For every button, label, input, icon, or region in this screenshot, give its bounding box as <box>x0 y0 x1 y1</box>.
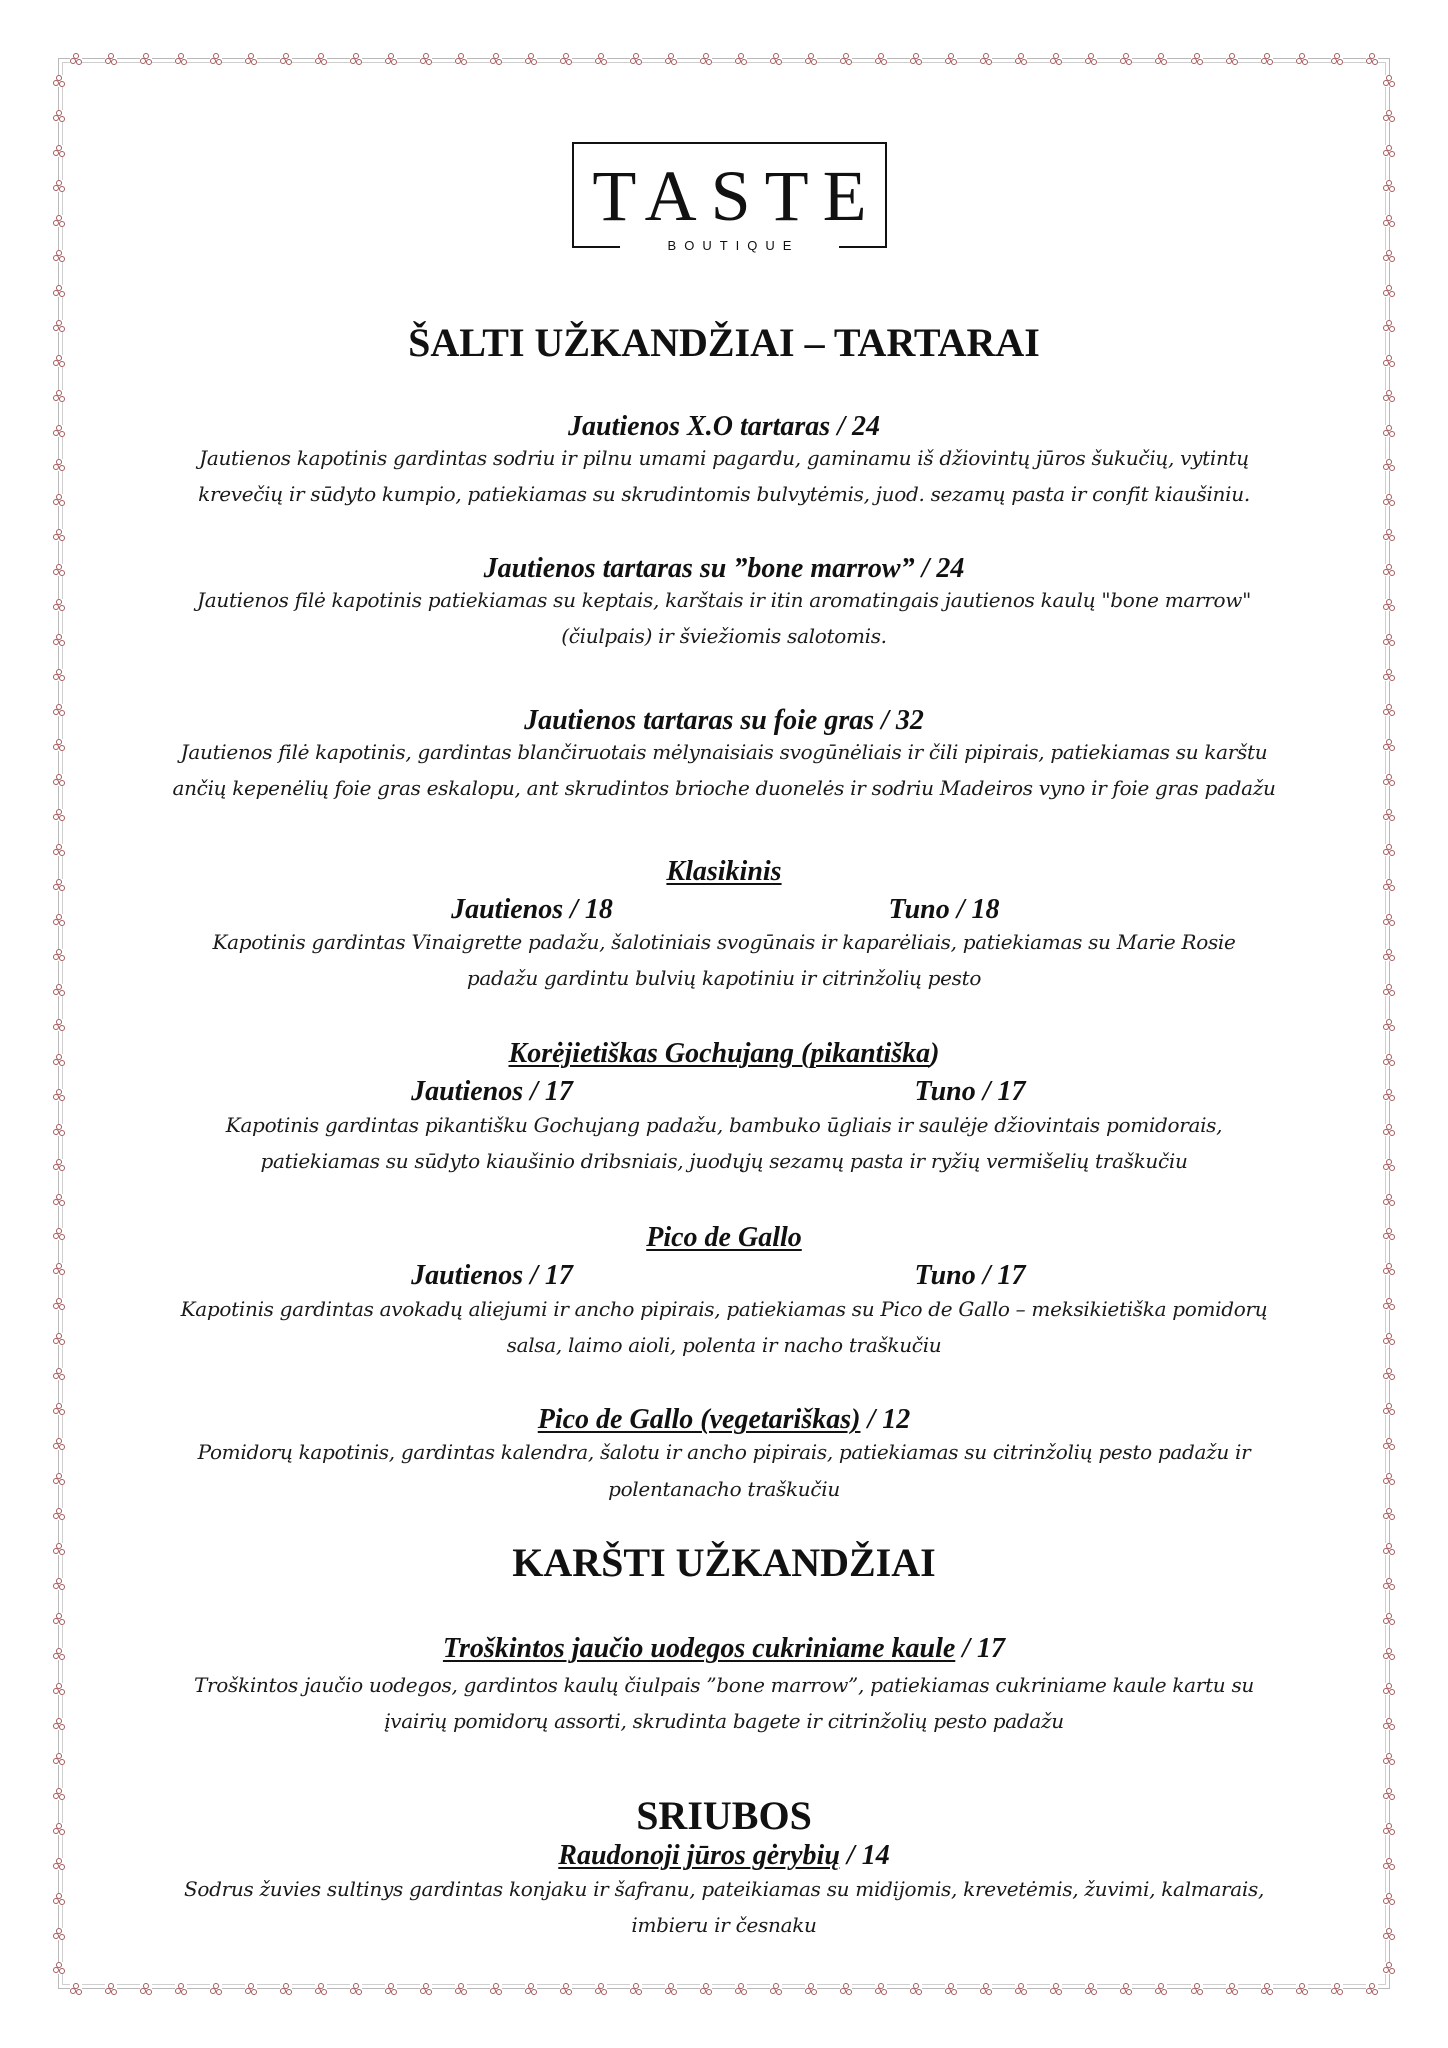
clover-ornament-icon <box>105 1983 117 1995</box>
clover-ornament-icon <box>1383 774 1395 786</box>
clover-ornament-icon <box>105 53 117 65</box>
clover-ornament-icon <box>1383 1368 1395 1380</box>
clover-ornament-icon <box>1383 250 1395 262</box>
clover-ornament-icon <box>1191 53 1203 65</box>
menu-item-description: Jautienos filė kapotinis, gardintas blančiruotais mėlynaisiais svogūnėliais ir čili pipirais, patiekiamas su karštu <box>180 740 1268 764</box>
clover-ornament-icon <box>53 1194 65 1206</box>
clover-ornament-icon <box>420 53 432 65</box>
clover-ornament-icon <box>385 1983 397 1995</box>
variant-beef-price: Jautienos / 18 <box>451 894 613 925</box>
clover-ornament-icon <box>53 984 65 996</box>
variant-tuna-price: Tuno / 17 <box>914 1260 1026 1291</box>
section-title-soups: SRIUBOS <box>636 1793 812 1838</box>
variant-tuna-price: Tuno / 18 <box>888 894 1000 925</box>
clover-ornament-icon <box>1120 53 1132 65</box>
clover-ornament-icon <box>53 914 65 926</box>
clover-ornament-icon <box>53 1019 65 1031</box>
clover-ornament-icon <box>1383 1753 1395 1765</box>
menu-item-title-underlined: Raudonoji jūros gėrybių <box>558 1840 840 1871</box>
clover-ornament-icon <box>1383 949 1395 961</box>
clover-ornament-icon <box>1383 145 1395 157</box>
clover-ornament-icon <box>700 53 712 65</box>
clover-ornament-icon <box>1383 1578 1395 1590</box>
clover-ornament-icon <box>1155 1983 1167 1995</box>
clover-ornament-icon <box>245 53 257 65</box>
clover-ornament-icon <box>1261 53 1273 65</box>
clover-ornament-icon <box>53 145 65 157</box>
clover-ornament-icon <box>1383 390 1395 402</box>
menu-item-description: polentanacho traškučiu <box>608 1477 840 1501</box>
menu-item-description: ančių kepenėlių foie gras eskalopu, ant skrudintos brioche duonelės ir sodriu Madeiros vyno ir foie gras padažu <box>172 776 1276 800</box>
clover-ornament-icon <box>1383 1054 1395 1066</box>
clover-ornament-icon <box>53 1333 65 1345</box>
clover-ornament-icon <box>770 1983 782 1995</box>
clover-ornament-icon <box>910 1983 922 1995</box>
clover-ornament-icon <box>1383 599 1395 611</box>
clover-ornament-icon <box>1015 53 1027 65</box>
menu-item-description: salsa, laimo aioli, polenta ir nacho traškučiu <box>506 1333 942 1357</box>
clover-ornament-icon <box>1383 809 1395 821</box>
clover-ornament-icon <box>53 949 65 961</box>
clover-ornament-icon <box>53 669 65 681</box>
menu-item-description: Sodrus žuvies sultinys gardintas konjaku ir šafranu, pateikiamas su midijomis, krevetėmis, žuvimi, kalmarais, <box>183 1877 1265 1901</box>
clover-ornament-icon <box>210 53 222 65</box>
clover-ornament-icon <box>1383 914 1395 926</box>
menu-item-title-suffix: / 17 <box>955 1633 1006 1664</box>
clover-ornament-icon <box>1383 984 1395 996</box>
clover-ornament-icon <box>1383 669 1395 681</box>
clover-ornament-icon <box>490 1983 502 1995</box>
clover-ornament-icon <box>53 459 65 471</box>
menu-item-description: Troškintos jaučio uodegos, gardintos kaulų čiulpais ”bone marrow”, patiekiamas cukriniame kaule kartu su <box>194 1673 1254 1697</box>
clover-ornament-icon <box>1383 1124 1395 1136</box>
menu-item-description: patiekiamas su sūdyto kiaušinio dribsniais, juodųjų sezamų pasta ir ryžių vermišelių traškučiu <box>260 1149 1188 1173</box>
clover-ornament-icon <box>1383 564 1395 576</box>
menu-item-title <box>70 1633 1378 1665</box>
menu-item-description: Kapotinis gardintas avokadų aliejumi ir ancho pipirais, patiekiamas su Pico de Gallo – meksikietiška pomidorų <box>180 1297 1268 1321</box>
menu-item-title <box>70 1038 1378 1070</box>
clover-ornament-icon <box>980 53 992 65</box>
clover-ornament-icon <box>53 1962 65 1974</box>
clover-ornament-icon <box>1383 1473 1395 1485</box>
menu-item-title <box>70 1404 1378 1436</box>
border-ornaments-left <box>53 75 65 1975</box>
clover-ornament-icon <box>1383 215 1395 227</box>
clover-ornament-icon <box>53 110 65 122</box>
clover-ornament-icon <box>53 494 65 506</box>
clover-ornament-icon <box>1383 1194 1395 1206</box>
clover-ornament-icon <box>1226 53 1238 65</box>
clover-ornament-icon <box>280 1983 292 1995</box>
clover-ornament-icon <box>53 739 65 751</box>
clover-ornament-icon <box>53 285 65 297</box>
clover-ornament-icon <box>53 529 65 541</box>
menu-item-description: krevečių ir sūdyto kumpio, patiekiamas su skrudintomis bulvytėmis, juod. sezamų pasta ir confit kiaušiniu. <box>198 482 1250 506</box>
clover-ornament-icon <box>350 53 362 65</box>
clover-ornament-icon <box>1383 1893 1395 1905</box>
clover-ornament-icon <box>315 53 327 65</box>
clover-ornament-icon <box>53 1578 65 1590</box>
section-title-hot-starters: KARŠTI UŽKANDŽIAI <box>512 1540 936 1585</box>
clover-ornament-icon <box>70 1983 82 1995</box>
menu-item-title: Jautienos X.O tartaras / 24 <box>568 411 880 442</box>
clover-ornament-icon <box>525 53 537 65</box>
clover-ornament-icon <box>53 1089 65 1101</box>
clover-ornament-icon <box>735 53 747 65</box>
clover-ornament-icon <box>455 1983 467 1995</box>
clover-ornament-icon <box>385 53 397 65</box>
clover-ornament-icon <box>1015 1983 1027 1995</box>
clover-ornament-icon <box>560 1983 572 1995</box>
clover-ornament-icon <box>140 1983 152 1995</box>
clover-ornament-icon <box>1383 1263 1395 1275</box>
clover-ornament-icon <box>665 1983 677 1995</box>
clover-ornament-icon <box>910 53 922 65</box>
menu-item-title-suffix: ) <box>930 1038 940 1069</box>
section-title-cold-starters: ŠALTI UŽKANDŽIAI – TARTARAI <box>408 320 1040 365</box>
clover-ornament-icon <box>1383 1403 1395 1415</box>
clover-ornament-icon <box>560 53 572 65</box>
menu-item-title-underlined: Klasikinis <box>666 856 782 887</box>
clover-ornament-icon <box>1383 355 1395 367</box>
border-ornaments-right <box>1383 75 1395 1975</box>
clover-ornament-icon <box>53 1893 65 1905</box>
clover-ornament-icon <box>53 180 65 192</box>
clover-ornament-icon <box>140 53 152 65</box>
clover-ornament-icon <box>53 1368 65 1380</box>
clover-ornament-icon <box>53 1543 65 1555</box>
clover-ornament-icon <box>665 53 677 65</box>
clover-ornament-icon <box>1383 75 1395 87</box>
clover-ornament-icon <box>1331 1983 1343 1995</box>
clover-ornament-icon <box>1383 1543 1395 1555</box>
clover-ornament-icon <box>53 1858 65 1870</box>
menu-item-title <box>70 1222 1378 1254</box>
clover-ornament-icon <box>1296 1983 1308 1995</box>
clover-ornament-icon <box>1383 180 1395 192</box>
clover-ornament-icon <box>630 53 642 65</box>
clover-ornament-icon <box>1383 1508 1395 1520</box>
clover-ornament-icon <box>1226 1983 1238 1995</box>
clover-ornament-icon <box>53 1613 65 1625</box>
clover-ornament-icon <box>1120 1983 1132 1995</box>
menu-item-description: Kapotinis gardintas pikantišku Gochujang padažu, bambuko ūgliais ir saulėje džiovintais pomidorais, <box>225 1113 1223 1137</box>
clover-ornament-icon <box>350 1983 362 1995</box>
clover-ornament-icon <box>1383 1019 1395 1031</box>
clover-ornament-icon <box>53 599 65 611</box>
clover-ornament-icon <box>53 1473 65 1485</box>
clover-ornament-icon <box>53 1823 65 1835</box>
clover-ornament-icon <box>1383 704 1395 716</box>
clover-ornament-icon <box>595 1983 607 1995</box>
clover-ornament-icon <box>1383 1962 1395 1974</box>
clover-ornament-icon <box>53 1683 65 1695</box>
clover-ornament-icon <box>875 1983 887 1995</box>
clover-ornament-icon <box>1383 634 1395 646</box>
clover-ornament-icon <box>840 1983 852 1995</box>
menu-item-description: padažu gardintu bulvių kapotiniu ir citrinžolių pesto <box>466 966 982 990</box>
menu-item-title <box>70 856 1378 888</box>
clover-ornament-icon <box>490 53 502 65</box>
clover-ornament-icon <box>175 1983 187 1995</box>
clover-ornament-icon <box>700 1983 712 1995</box>
menu-item-description: (čiulpais) ir šviežiomis salotomis. <box>561 624 887 648</box>
clover-ornament-icon <box>1383 1228 1395 1240</box>
clover-ornament-icon <box>53 774 65 786</box>
clover-ornament-icon <box>53 1753 65 1765</box>
clover-ornament-icon <box>770 53 782 65</box>
variant-beef-price: Jautienos / 17 <box>411 1260 573 1291</box>
clover-ornament-icon <box>1383 1298 1395 1310</box>
clover-ornament-icon <box>53 1124 65 1136</box>
clover-ornament-icon <box>945 1983 957 1995</box>
clover-ornament-icon <box>53 809 65 821</box>
border-ornaments-bottom <box>70 1983 1378 1995</box>
clover-ornament-icon <box>53 1403 65 1415</box>
clover-ornament-icon <box>1383 739 1395 751</box>
clover-ornament-icon <box>1383 285 1395 297</box>
logo-title: TASTE <box>592 156 881 236</box>
menu-item-title: Jautienos tartaras su foie gras / 32 <box>524 705 924 736</box>
clover-ornament-icon <box>735 1983 747 1995</box>
clover-ornament-icon <box>53 564 65 576</box>
clover-ornament-icon <box>1383 879 1395 891</box>
clover-ornament-icon <box>280 53 292 65</box>
menu-item-description: Kapotinis gardintas Vinaigrette padažu, šalotiniais svogūnais ir kaparėliais, patiekiamas su Marie Rosie <box>212 930 1236 954</box>
menu-item-description: įvairių pomidorų assorti, skrudinta bagete ir citrinžolių pesto padažu <box>384 1709 1064 1733</box>
clover-ornament-icon <box>1296 53 1308 65</box>
clover-ornament-icon <box>805 53 817 65</box>
variant-tuna-price: Tuno / 17 <box>914 1076 1026 1107</box>
clover-ornament-icon <box>455 53 467 65</box>
clover-ornament-icon <box>1085 53 1097 65</box>
menu-item-title-underlined: Pico de Gallo <box>646 1222 802 1253</box>
clover-ornament-icon <box>53 1054 65 1066</box>
clover-ornament-icon <box>1366 1983 1378 1995</box>
clover-ornament-icon <box>53 1298 65 1310</box>
clover-ornament-icon <box>840 53 852 65</box>
clover-ornament-icon <box>53 704 65 716</box>
clover-ornament-icon <box>1366 53 1378 65</box>
clover-ornament-icon <box>945 53 957 65</box>
menu-item-title-underlined: Korėjietiškas Gochujang (pikantiška <box>508 1038 931 1069</box>
clover-ornament-icon <box>53 355 65 367</box>
clover-ornament-icon <box>1085 1983 1097 1995</box>
clover-ornament-icon <box>1050 1983 1062 1995</box>
clover-ornament-icon <box>53 1788 65 1800</box>
menu-item-description: Pomidorų kapotinis, gardintas kalendra, šalotu ir ancho pipirais, patiekiamas su citrinžolių pesto padažu ir <box>197 1440 1251 1464</box>
menu-item-title-underlined: Pico de Gallo (vegetariškas) <box>537 1404 861 1435</box>
taste-boutique-logo <box>572 142 887 253</box>
clover-ornament-icon <box>53 1718 65 1730</box>
clover-ornament-icon <box>1383 1333 1395 1345</box>
menu-item-title-suffix: / 14 <box>839 1840 890 1871</box>
menu-item-title: Jautienos tartaras su ”bone marrow” / 24 <box>483 553 965 584</box>
clover-ornament-icon <box>1050 53 1062 65</box>
clover-ornament-icon <box>1383 1718 1395 1730</box>
clover-ornament-icon <box>245 1983 257 1995</box>
clover-ornament-icon <box>1383 1648 1395 1660</box>
clover-ornament-icon <box>1383 425 1395 437</box>
clover-ornament-icon <box>1261 1983 1273 1995</box>
clover-ornament-icon <box>53 390 65 402</box>
menu-item-description: Jautienos kapotinis gardintas sodriu ir pilnu umami pagardu, gaminamu iš džiovintų jūros šukučių, vytintų <box>199 446 1249 470</box>
clover-ornament-icon <box>53 634 65 646</box>
clover-ornament-icon <box>53 75 65 87</box>
clover-ornament-icon <box>875 53 887 65</box>
clover-ornament-icon <box>53 844 65 856</box>
menu-item-title-suffix: / 12 <box>860 1404 911 1435</box>
clover-ornament-icon <box>53 425 65 437</box>
clover-ornament-icon <box>595 53 607 65</box>
clover-ornament-icon <box>1383 494 1395 506</box>
clover-ornament-icon <box>53 1159 65 1171</box>
variant-beef-price: Jautienos / 17 <box>411 1076 573 1107</box>
clover-ornament-icon <box>1383 1788 1395 1800</box>
clover-ornament-icon <box>1155 53 1167 65</box>
clover-ornament-icon <box>1383 1683 1395 1695</box>
clover-ornament-icon <box>1383 1823 1395 1835</box>
clover-ornament-icon <box>53 1928 65 1940</box>
clover-ornament-icon <box>1383 320 1395 332</box>
menu-item-title-underlined: Troškintos jaučio uodegos cukriniame kaule <box>442 1633 956 1664</box>
clover-ornament-icon <box>420 1983 432 1995</box>
clover-ornament-icon <box>53 879 65 891</box>
clover-ornament-icon <box>53 1648 65 1660</box>
clover-ornament-icon <box>1191 1983 1203 1995</box>
clover-ornament-icon <box>70 53 82 65</box>
clover-ornament-icon <box>53 1508 65 1520</box>
clover-ornament-icon <box>805 1983 817 1995</box>
clover-ornament-icon <box>1383 1858 1395 1870</box>
clover-ornament-icon <box>210 1983 222 1995</box>
clover-ornament-icon <box>1331 53 1343 65</box>
clover-ornament-icon <box>630 1983 642 1995</box>
clover-ornament-icon <box>315 1983 327 1995</box>
clover-ornament-icon <box>53 1228 65 1240</box>
clover-ornament-icon <box>980 1983 992 1995</box>
clover-ornament-icon <box>1383 459 1395 471</box>
logo-subtitle: BOUTIQUE <box>667 238 800 253</box>
clover-ornament-icon <box>1383 1928 1395 1940</box>
clover-ornament-icon <box>1383 1089 1395 1101</box>
clover-ornament-icon <box>525 1983 537 1995</box>
clover-ornament-icon <box>53 250 65 262</box>
menu-item-description: Jautienos filė kapotinis patiekiamas su keptais, karštais ir itin aromatingais jautienos kaulų "bone marrow" <box>197 588 1251 612</box>
border-ornaments-top <box>70 53 1378 65</box>
menu-item-title <box>70 1840 1378 1872</box>
clover-ornament-icon <box>175 53 187 65</box>
clover-ornament-icon <box>1383 110 1395 122</box>
clover-ornament-icon <box>53 1438 65 1450</box>
menu-item-description: imbieru ir česnaku <box>631 1913 817 1937</box>
clover-ornament-icon <box>1383 1613 1395 1625</box>
clover-ornament-icon <box>53 1263 65 1275</box>
clover-ornament-icon <box>1383 844 1395 856</box>
clover-ornament-icon <box>53 320 65 332</box>
clover-ornament-icon <box>1383 529 1395 541</box>
clover-ornament-icon <box>53 215 65 227</box>
clover-ornament-icon <box>1383 1438 1395 1450</box>
clover-ornament-icon <box>1383 1159 1395 1171</box>
